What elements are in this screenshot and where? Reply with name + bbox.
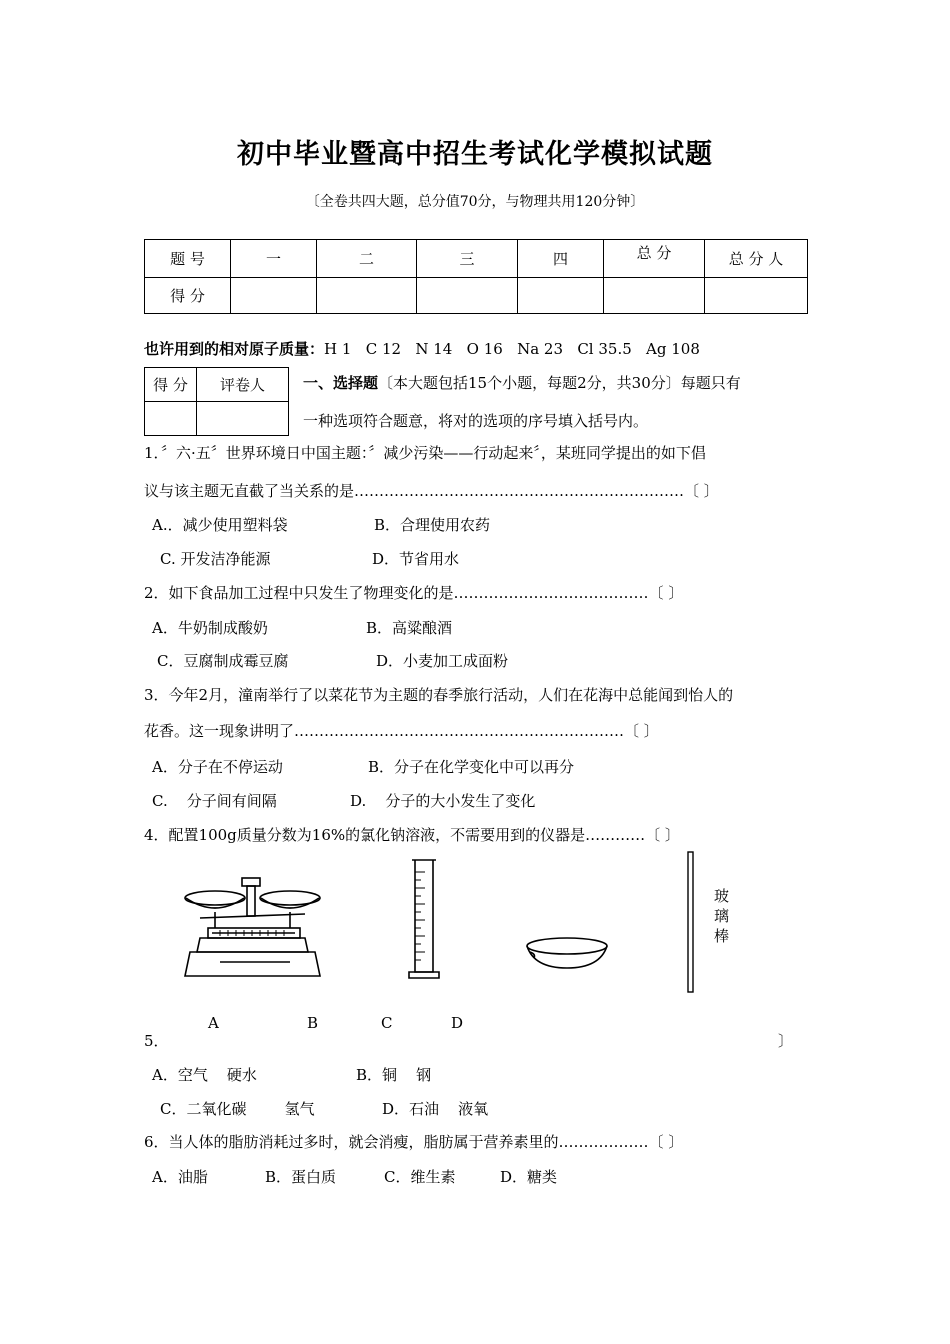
section-heading: 一、选择题 (303, 374, 379, 392)
q2-option-c[interactable]: C．豆腐制成霉豆腐 (157, 652, 289, 670)
q3-option-b[interactable]: B．分子在化学变化中可以再分 (368, 758, 575, 776)
q1-option-d[interactable]: D．节省用水 (372, 550, 460, 568)
score-table-header-row (145, 240, 808, 278)
graduated-cylinder-figure (405, 858, 445, 982)
score-cell[interactable] (231, 278, 317, 314)
score-table (144, 239, 808, 314)
score-table-score-row (145, 278, 808, 314)
header-cell: 一 (231, 240, 317, 278)
q5-option-d[interactable]: D．石油 液氧 (382, 1100, 489, 1118)
figure-label-a[interactable]: A (208, 1014, 219, 1032)
glass-rod-figure (685, 850, 697, 996)
q5-answer-paren: 〕 (778, 1032, 794, 1050)
page-title: 初中毕业暨高中招生考试化学模拟试题 (237, 139, 713, 170)
q5-option-c[interactable]: C．二氧化碳 氢气 (160, 1100, 315, 1118)
score-cell[interactable] (317, 278, 417, 314)
section-desc: 〔本大题包括15个小题，每题2分，共30分〕每题只有 (378, 374, 741, 392)
score-cell[interactable] (518, 278, 604, 314)
header-cell: 二 (317, 240, 417, 278)
q6-option-c[interactable]: C．维生素 (384, 1168, 456, 1186)
grader-score-cell[interactable] (145, 402, 197, 436)
q3-stem-line2: 花香。这一现象讲明了…………………………………………………………〔 〕 (144, 722, 659, 740)
section-intro-line1 (303, 372, 741, 393)
atomic-mass-line (144, 338, 700, 359)
q1-option-a[interactable]: A.．减少使用塑料袋 (152, 516, 288, 534)
header-cell: 题 号 (145, 240, 231, 278)
grader-name-label: 评卷人 (197, 368, 289, 402)
q5-option-a[interactable]: A．空气 硬水 (152, 1066, 257, 1084)
exam-info: 〔全卷共四大题，总分值70分，与物理共用120分钟〕 (305, 194, 645, 210)
q1-option-b[interactable]: B．合理使用农药 (374, 516, 491, 534)
atomic-mass-label: 也许用到的相对原子质量： (144, 340, 325, 358)
header-cell: 三 (417, 240, 518, 278)
q3-option-c[interactable]: C. 分子间有间隔 (152, 792, 277, 810)
row-label: 得 分 (145, 278, 231, 314)
q6-option-d[interactable]: D．糖类 (500, 1168, 558, 1186)
header-cell: 总 分 (604, 240, 705, 278)
section-intro-line2: 一种选项符合题意，将对的选项的序号填入括号内。 (303, 412, 649, 430)
grader-table (144, 367, 289, 436)
q3-option-a[interactable]: A．分子在不停运动 (152, 758, 283, 776)
q5-option-b[interactable]: B．铜 钢 (356, 1066, 432, 1084)
q1-option-c[interactable]: C. 开发洁净能源 (160, 550, 271, 568)
q1-stem-line1: 1．〞六·五〞世界环境日中国主题：〞减少污染——行动起来〞，某班同学提出的如下倡 (144, 444, 706, 462)
figure-label-b[interactable]: B (307, 1014, 319, 1032)
q2-option-a[interactable]: A．牛奶制成酸奶 (152, 619, 268, 637)
q3-option-d[interactable]: D. 分子的大小发生了变化 (350, 792, 536, 810)
q6-option-b[interactable]: B．蛋白质 (265, 1168, 337, 1186)
score-cell[interactable] (705, 278, 808, 314)
header-cell: 四 (518, 240, 604, 278)
grader-name-cell[interactable] (197, 402, 289, 436)
evaporating-dish-figure (522, 934, 612, 974)
glass-rod-label: 玻璃棒 (714, 887, 730, 945)
header-cell: 总 分 人 (705, 240, 808, 278)
q1-stem-line2: 议与该主题无直截了当关系的是…………………………………………………………〔 〕 (144, 482, 719, 500)
q3-stem-line1: 3．今年2月，潼南举行了以菜花节为主题的春季旅行活动，人们在花海中总能闻到怡人的 (144, 686, 734, 704)
score-cell[interactable] (417, 278, 518, 314)
atomic-mass-values: H 1 C 12 N 14 O 16 Na 23 Cl 35.5 Ag 108 (324, 340, 700, 358)
figure-label-c[interactable]: C (381, 1014, 393, 1032)
q2-stem: 2．如下食品加工过程中只发生了物理变化的是…………………………………〔 〕 (144, 584, 684, 602)
grader-score-label: 得 分 (145, 368, 197, 402)
figure-label-d[interactable]: D (451, 1014, 464, 1032)
balance-scale-figure (180, 872, 325, 982)
q5-number: 5． (144, 1032, 169, 1050)
q2-option-d[interactable]: D．小麦加工成面粉 (376, 652, 509, 670)
q2-option-b[interactable]: B．高粱酿酒 (366, 619, 453, 637)
q6-stem: 6．当人体的脂肪消耗过多时，就会消瘦，脂肪属于营养素里的………………〔 〕 (144, 1133, 684, 1151)
q4-stem: 4．配置100g质量分数为16%的氯化钠溶液，不需要用到的仪器是…………〔 〕 (144, 826, 680, 844)
score-cell[interactable] (604, 278, 705, 314)
q6-option-a[interactable]: A．油脂 (152, 1168, 208, 1186)
